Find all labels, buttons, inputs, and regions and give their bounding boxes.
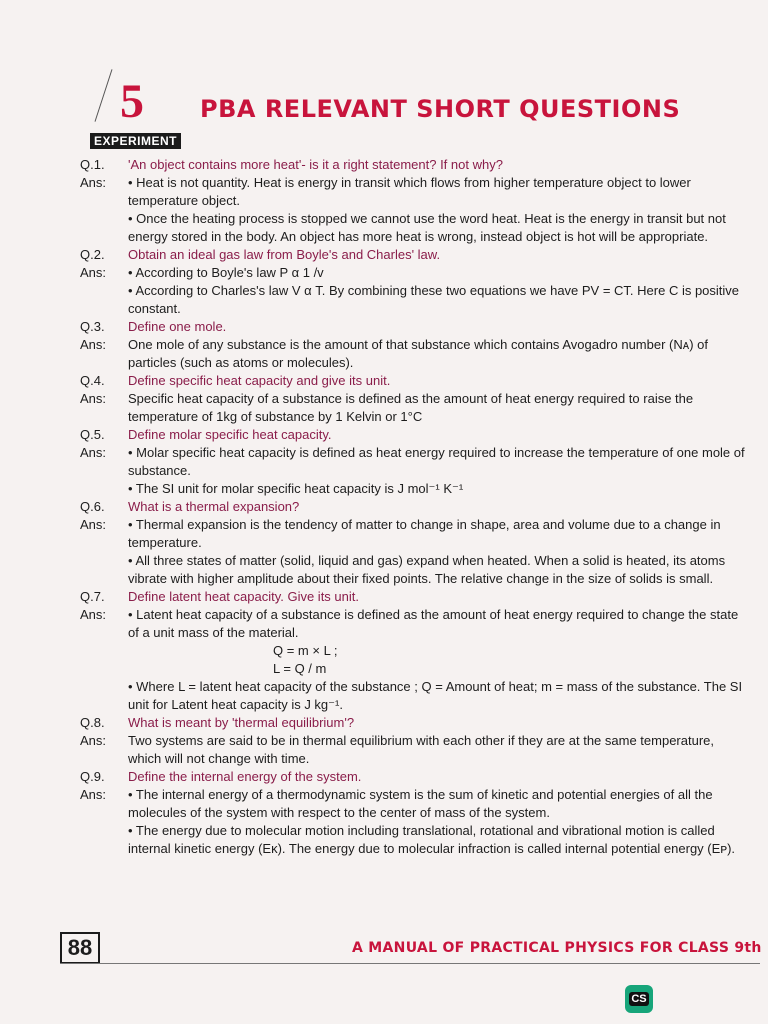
question-text: Define latent heat capacity. Give its unit. [128,589,359,604]
answer-paragraph: Two systems are said to be in thermal equilibrium with each other if they are at the same temperature, which will not change with time. [128,733,714,766]
question-row [80,426,750,444]
answer-body [128,264,750,318]
answer-paragraph: • According to Boyle's law P α 1 /v [128,265,324,280]
question-answer-list [80,156,750,858]
question-label: Q.6. [80,499,105,514]
answer-row [80,786,750,858]
answer-paragraph: • Heat is not quantity. Heat is energy in transit which flows from higher temperature object to lower temperature object. [128,175,691,208]
question-text: Define the internal energy of the system. [128,769,362,784]
answer-row [80,444,750,498]
answer-paragraph: • Thermal expansion is the tendency of matter to change in shape, area and volume due to a change in temperature. [128,517,721,550]
answer-paragraph: • Where L = latent heat capacity of the substance ; Q = Amount of heat; m = mass of the substance. The SI unit for Latent heat capacity is J kg⁻¹. [128,679,743,712]
scanner-logo-text: CS [631,993,647,1005]
experiment-badge: EXPERIMENT [90,133,181,149]
answer-row [80,516,750,588]
answer-paragraph: • The internal energy of a thermodynamic system is the sum of kinetic and potential energies of all the molecules of the system with respect to the center of mass of the system. [128,787,713,820]
question-text: 'An object contains more heat'- is it a right statement? If not why? [128,157,503,172]
answer-label: Ans: [80,445,107,460]
answer-row [80,336,750,372]
answer-paragraph: • According to Charles's law V α T. By combining these two equations we have PV = CT. Here C is positive constant. [128,283,740,316]
answer-label: Ans: [80,391,107,406]
question-row [80,768,750,786]
answer-body [128,336,750,372]
answer-label: Ans: [80,607,107,622]
decorative-slash [95,69,113,122]
question-text: What is meant by 'thermal equilibrium'? [128,715,355,730]
answer-row [80,606,750,714]
question-text: Define one mole. [128,319,227,334]
question-label: Q.2. [80,247,105,262]
question-label: Q.8. [80,715,105,730]
answer-paragraph: • The energy due to molecular motion including translational, rotational and vibrational motion is called internal kinetic energy (Eᴋ). The energy due to molecular infraction is called internal potential energy (Eᴘ). [128,823,736,856]
camscanner-logo-icon [625,985,653,1013]
answer-body [128,174,750,246]
answer-paragraph: • All three states of matter (solid, liquid and gas) expand when heated. When a solid is heated, its atoms vibrate with higher amplitude about their fixed points. The relative change in the size of solids is small. [128,553,726,586]
question-label: Q.3. [80,319,105,334]
question-label: Q.7. [80,589,105,604]
question-text: Define molar specific heat capacity. [128,427,332,442]
question-text: Define specific heat capacity and give its unit. [128,373,391,388]
question-text: Obtain an ideal gas law from Boyle's and Charles' law. [128,247,441,262]
question-label: Q.4. [80,373,105,388]
answer-body [128,786,750,858]
answer-paragraph: • The SI unit for molar specific heat capacity is J mol⁻¹ K⁻¹ [128,481,464,496]
answer-body [128,390,750,426]
answer-label: Ans: [80,733,107,748]
answer-row [80,264,750,318]
question-row [80,498,750,516]
answer-paragraph: • Once the heating process is stopped we cannot use the word heat. Heat is the energy in transit but not energy stored in the body. An object has more heat is wrong, instead object is hot will be appropriate. [128,211,726,244]
answer-paragraph: One mole of any substance is the amount of that substance which contains Avogadro number (Nᴀ) of particles (such as atoms or molecules). [128,337,708,370]
answer-paragraph: • Latent heat capacity of a substance is defined as the amount of heat energy required to change the state of a unit mass of the material. [128,607,739,640]
page-title: PBA RELEVANT SHORT QUESTIONS [200,95,681,123]
answer-label: Ans: [80,337,107,352]
question-text: What is a thermal expansion? [128,499,300,514]
formula: L = Q / m [273,661,327,676]
answer-row [80,732,750,768]
question-row [80,318,750,336]
question-label: Q.9. [80,769,105,784]
answer-row [80,390,750,426]
question-row [80,156,750,174]
question-row [80,588,750,606]
answer-body [128,444,750,498]
answer-body [128,606,750,714]
question-row [80,714,750,732]
question-row [80,246,750,264]
answer-body [128,732,750,768]
formula: Q = m × L ; [273,643,338,658]
question-label: Q.1. [80,157,105,172]
page-number: 88 [60,932,100,964]
chapter-number: 5 [120,75,144,128]
answer-paragraph: • Molar specific heat capacity is defined as heat energy required to increase the temperature of one mole of substance. [128,445,745,478]
question-row [80,372,750,390]
answer-label: Ans: [80,265,107,280]
answer-paragraph: Specific heat capacity of a substance is defined as the amount of heat energy required to raise the temperature of 1kg of substance by 1 Kelvin or 1°C [128,391,694,424]
answer-label: Ans: [80,175,107,190]
answer-body [128,516,750,588]
question-label: Q.5. [80,427,105,442]
answer-row [80,174,750,246]
book-title: A MANUAL OF PRACTICAL PHYSICS FOR CLASS 9th [352,940,762,956]
answer-label: Ans: [80,787,107,802]
footer-divider [60,963,760,964]
answer-label: Ans: [80,517,107,532]
